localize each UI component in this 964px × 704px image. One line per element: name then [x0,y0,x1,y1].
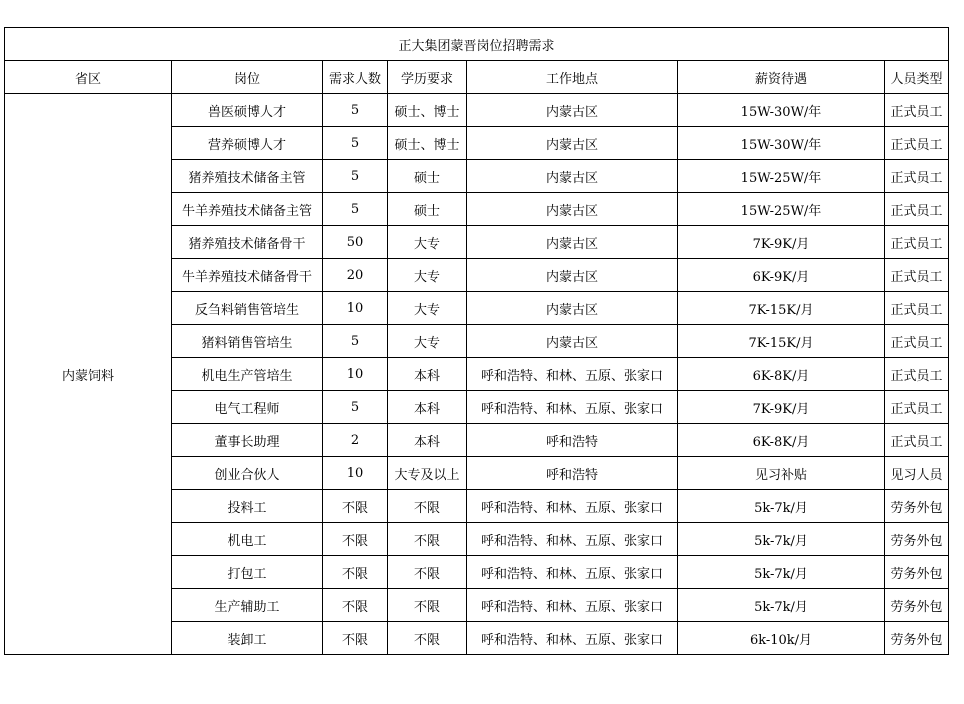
cell-position: 兽医硕博人才 [172,94,323,127]
cell-salary: 见习补贴 [678,457,885,490]
cell-education: 硕士 [388,193,467,226]
cell-education: 本科 [388,391,467,424]
cell-count: 20 [323,259,388,292]
cell-province: 内蒙饲料 [5,94,172,655]
header-salary: 薪资待遇 [678,61,885,94]
cell-salary: 15W-30W/年 [678,94,885,127]
cell-location: 呼和浩特、和林、五原、张家口 [467,391,678,424]
cell-position: 机电生产管培生 [172,358,323,391]
cell-type: 正式员工 [885,391,949,424]
cell-type: 劳务外包 [885,622,949,655]
cell-location: 内蒙古区 [467,193,678,226]
cell-location: 呼和浩特 [467,424,678,457]
header-province: 省区 [5,61,172,94]
cell-salary: 7K-9K/月 [678,391,885,424]
cell-position: 牛羊养殖技术储备主管 [172,193,323,226]
cell-salary: 15W-25W/年 [678,160,885,193]
cell-location: 内蒙古区 [467,127,678,160]
cell-salary: 5k-7k/月 [678,556,885,589]
header-row [5,61,949,94]
cell-type: 正式员工 [885,424,949,457]
cell-position: 猪养殖技术储备主管 [172,160,323,193]
cell-position: 创业合伙人 [172,457,323,490]
cell-type: 正式员工 [885,358,949,391]
cell-salary: 6K-8K/月 [678,358,885,391]
cell-count: 不限 [323,490,388,523]
cell-type: 正式员工 [885,226,949,259]
cell-education: 本科 [388,358,467,391]
cell-type: 正式员工 [885,325,949,358]
cell-location: 呼和浩特、和林、五原、张家口 [467,523,678,556]
cell-salary: 7K-15K/月 [678,325,885,358]
cell-salary: 15W-30W/年 [678,127,885,160]
recruitment-table [4,27,949,655]
cell-salary: 5k-7k/月 [678,490,885,523]
cell-count: 10 [323,358,388,391]
cell-count: 5 [323,193,388,226]
cell-education: 硕士、博士 [388,127,467,160]
cell-type: 劳务外包 [885,556,949,589]
cell-salary: 7K-15K/月 [678,292,885,325]
cell-education: 不限 [388,589,467,622]
cell-location: 呼和浩特、和林、五原、张家口 [467,490,678,523]
cell-position: 猪养殖技术储备骨干 [172,226,323,259]
cell-count: 不限 [323,523,388,556]
cell-type: 劳务外包 [885,589,949,622]
cell-count: 50 [323,226,388,259]
cell-education: 不限 [388,523,467,556]
cell-count: 5 [323,127,388,160]
cell-position: 装卸工 [172,622,323,655]
cell-location: 呼和浩特、和林、五原、张家口 [467,556,678,589]
cell-education: 硕士、博士 [388,94,467,127]
header-type: 人员类型 [885,61,949,94]
cell-salary: 15W-25W/年 [678,193,885,226]
cell-salary: 6K-8K/月 [678,424,885,457]
cell-position: 董事长助理 [172,424,323,457]
cell-location: 内蒙古区 [467,226,678,259]
cell-education: 不限 [388,490,467,523]
cell-location: 内蒙古区 [467,94,678,127]
cell-salary: 6k-10k/月 [678,622,885,655]
cell-position: 反刍料销售管培生 [172,292,323,325]
header-education: 学历要求 [388,61,467,94]
cell-salary: 5k-7k/月 [678,523,885,556]
cell-count: 5 [323,160,388,193]
cell-location: 内蒙古区 [467,259,678,292]
cell-count: 5 [323,94,388,127]
cell-salary: 5k-7k/月 [678,589,885,622]
cell-type: 正式员工 [885,193,949,226]
cell-education: 大专及以上 [388,457,467,490]
cell-count: 10 [323,457,388,490]
cell-type: 正式员工 [885,292,949,325]
cell-education: 本科 [388,424,467,457]
cell-count: 5 [323,325,388,358]
header-count: 需求人数 [323,61,388,94]
cell-position: 打包工 [172,556,323,589]
cell-location: 呼和浩特、和林、五原、张家口 [467,358,678,391]
cell-education: 大专 [388,226,467,259]
cell-location: 呼和浩特 [467,457,678,490]
cell-education: 不限 [388,556,467,589]
cell-location: 呼和浩特、和林、五原、张家口 [467,622,678,655]
cell-count: 5 [323,391,388,424]
cell-position: 机电工 [172,523,323,556]
cell-location: 内蒙古区 [467,160,678,193]
cell-salary: 6K-9K/月 [678,259,885,292]
cell-type: 劳务外包 [885,490,949,523]
cell-type: 正式员工 [885,259,949,292]
cell-position: 投料工 [172,490,323,523]
cell-salary: 7K-9K/月 [678,226,885,259]
cell-count: 不限 [323,622,388,655]
cell-position: 牛羊养殖技术储备骨干 [172,259,323,292]
cell-type: 正式员工 [885,160,949,193]
cell-type: 劳务外包 [885,523,949,556]
cell-count: 2 [323,424,388,457]
cell-position: 营养硕博人才 [172,127,323,160]
table-row [5,94,949,127]
cell-education: 不限 [388,622,467,655]
cell-education: 硕士 [388,160,467,193]
cell-location: 内蒙古区 [467,325,678,358]
title-row [5,28,949,61]
header-position: 岗位 [172,61,323,94]
cell-location: 呼和浩特、和林、五原、张家口 [467,589,678,622]
cell-type: 正式员工 [885,127,949,160]
cell-education: 大专 [388,292,467,325]
cell-count: 10 [323,292,388,325]
header-location: 工作地点 [467,61,678,94]
table-body [5,28,949,655]
table-title: 正大集团蒙晋岗位招聘需求 [5,28,949,61]
cell-count: 不限 [323,556,388,589]
cell-type: 正式员工 [885,94,949,127]
cell-type: 见习人员 [885,457,949,490]
cell-education: 大专 [388,259,467,292]
cell-location: 内蒙古区 [467,292,678,325]
cell-position: 猪料销售管培生 [172,325,323,358]
cell-education: 大专 [388,325,467,358]
cell-position: 电气工程师 [172,391,323,424]
cell-position: 生产辅助工 [172,589,323,622]
cell-count: 不限 [323,589,388,622]
